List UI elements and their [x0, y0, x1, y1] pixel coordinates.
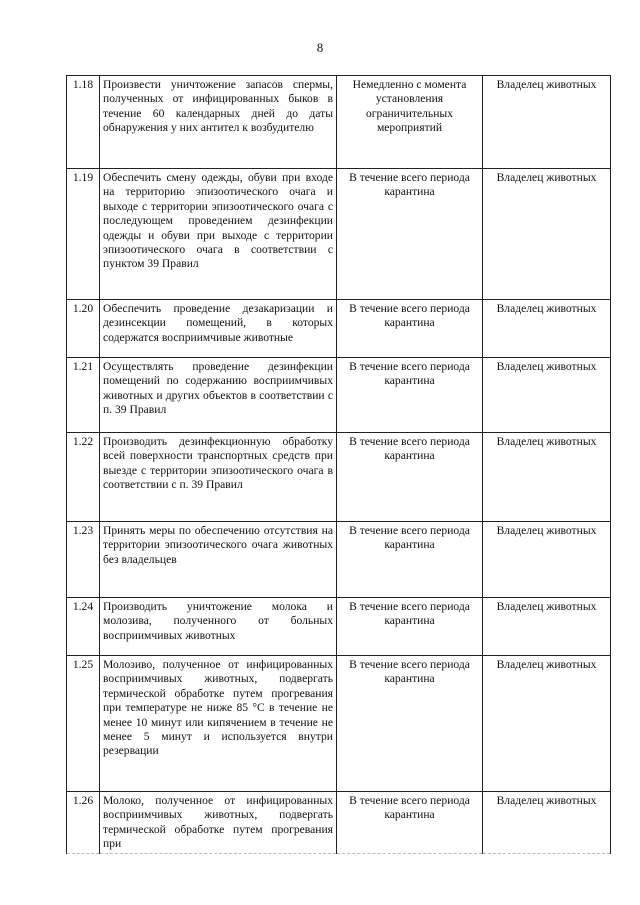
- row-number: 1.23: [67, 522, 100, 598]
- row-number: 1.19: [67, 169, 100, 300]
- table-row: [67, 433, 611, 522]
- row-term: В течение всего периода карантина: [337, 169, 483, 300]
- row-action: Обеспечить проведение дезакаризации и дезинсекции помещений, в которых содержатся восприимчивые животные: [100, 300, 337, 358]
- measures-table: [66, 75, 611, 854]
- table-row: [67, 169, 611, 300]
- row-term: В течение всего периода карантина: [337, 433, 483, 522]
- row-responsible: Владелец животных: [483, 76, 611, 169]
- row-number: 1.22: [67, 433, 100, 522]
- row-responsible: Владелец животных: [483, 656, 611, 792]
- row-action: Произвести уничтожение запасов спермы, полученных от инфицированных быков в течение 60 календарных дней до даты обнаружения у них антител к возбудителю: [100, 76, 337, 169]
- row-term: В течение всего периода карантина: [337, 792, 483, 854]
- row-number: 1.21: [67, 358, 100, 433]
- row-number: 1.25: [67, 656, 100, 792]
- row-responsible: Владелец животных: [483, 169, 611, 300]
- table-row: [67, 598, 611, 656]
- row-action: Производить дезинфекционную обработку всей поверхности транспортных средств при выезде с территории эпизоотического очага в соответствии с п. 39 Правил: [100, 433, 337, 522]
- row-number: 1.24: [67, 598, 100, 656]
- row-action: Осуществлять проведение дезинфекции помещений по содержанию восприимчивых животных и других объектов в соответствии с п. 39 Правил: [100, 358, 337, 433]
- row-term: В течение всего периода карантина: [337, 656, 483, 792]
- row-number: 1.26: [67, 792, 100, 854]
- row-responsible: Владелец животных: [483, 522, 611, 598]
- row-responsible: Владелец животных: [483, 433, 611, 522]
- row-responsible: Владелец животных: [483, 300, 611, 358]
- table-row: [67, 792, 611, 854]
- row-responsible: Владелец животных: [483, 358, 611, 433]
- table-row: [67, 358, 611, 433]
- page-number: 8: [316, 40, 324, 55]
- table-row: [67, 300, 611, 358]
- row-term: В течение всего периода карантина: [337, 300, 483, 358]
- table-row: [67, 522, 611, 598]
- table-row: [67, 656, 611, 792]
- row-responsible: Владелец животных: [483, 598, 611, 656]
- row-action: Принять меры по обеспечению отсутствия на территории эпизоотического очага животных без владельцев: [100, 522, 337, 598]
- row-action: Молозиво, полученное от инфицированных восприимчивых животных, подвергать термической обработке путем прогревания при температуре не ниже 85 °С в течение не менее 10 минут или кипячением в течение не менее 5 минут и используется внутри резервации: [100, 656, 337, 792]
- row-term: В течение всего периода карантина: [337, 358, 483, 433]
- row-action: Производить уничтожение молока и молозива, полученного от больных восприимчивых животных: [100, 598, 337, 656]
- row-action: Молоко, полученное от инфицированных восприимчивых животных, подвергать термической обработке путем прогревания при: [100, 792, 337, 854]
- row-term: В течение всего периода карантина: [337, 522, 483, 598]
- row-number: 1.18: [67, 76, 100, 169]
- row-responsible: Владелец животных: [483, 792, 611, 854]
- row-term: В течение всего периода карантина: [337, 598, 483, 656]
- row-action: Обеспечить смену одежды, обуви при входе на территорию эпизоотического очага и выходе с территории эпизоотического очага с последующем проведением дезинфекции одежды и обуви при выходе с территории эпизоотического очага в соответствии с пунктом 39 Правил: [100, 169, 337, 300]
- row-term: Немедленно с момента установления ограничительных мероприятий: [337, 76, 483, 169]
- table-row: [67, 76, 611, 169]
- row-number: 1.20: [67, 300, 100, 358]
